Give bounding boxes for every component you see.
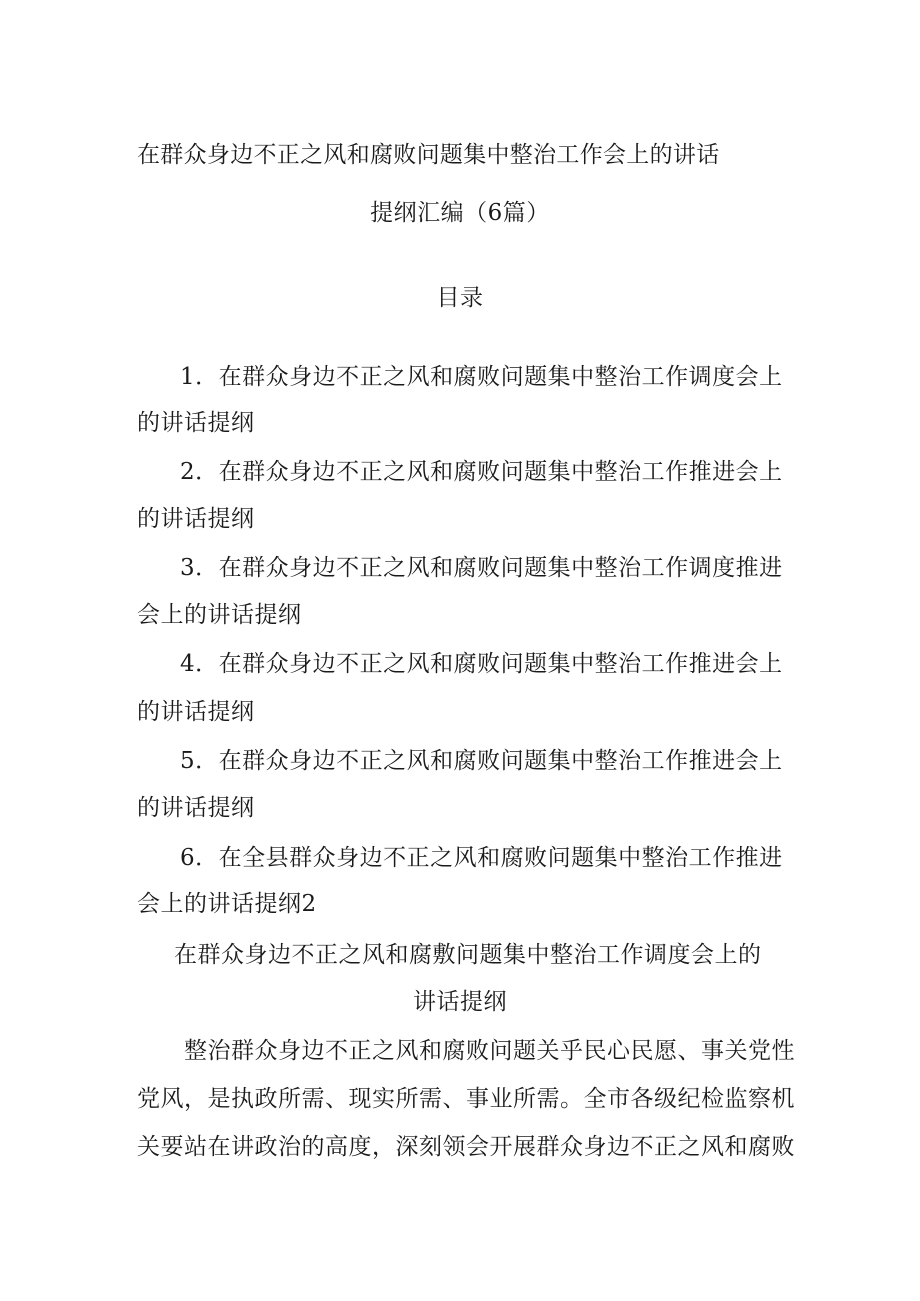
body-line-2: 党风，是执政所需、现实所需、事业所需。全市各级纪检监察机 — [137, 1086, 795, 1112]
toc-item-2-cont: 的讲话提纲 — [137, 506, 255, 532]
toc-item-3-cont: 会上的讲话提纲 — [137, 602, 302, 628]
toc-item-1-cont: 的讲话提纲 — [137, 410, 255, 436]
toc-item-4-cont: 的讲话提纲 — [137, 699, 255, 725]
document-title-line-1: 在群众身边不正之风和腐败问题集中整治工作会上的讲话 — [137, 142, 720, 168]
toc-item-3: 3．在群众身边不正之风和腐败问题集中整治工作调度推进 — [180, 555, 783, 581]
section-title-line-1: 在群众身边不正之风和腐敷问题集中整治工作调度会上的 — [174, 942, 762, 968]
toc-item-6-cont: 会上的讲话提纲2 — [137, 891, 317, 917]
toc-item-6: 6．在全县群众身边不正之风和腐败问题集中整治工作推进 — [180, 845, 783, 871]
body-line-1: 整治群众身边不正之风和腐败问题关乎民心民愿、事关党性 — [184, 1038, 795, 1064]
toc-item-4: 4．在群众身边不正之风和腐败问题集中整治工作推进会上 — [180, 651, 783, 677]
document-title-line-2: 提纲汇编（6篇） — [370, 200, 550, 226]
toc-item-1: 1．在群众身边不正之风和腐败问题集中整治工作调度会上 — [180, 364, 783, 390]
body-line-3: 关要站在讲政治的高度，深刻领会开展群众身边不正之风和腐败 — [137, 1134, 795, 1160]
toc-item-5-cont: 的讲话提纲 — [137, 795, 255, 821]
section-title-line-2: 讲话提纲 — [413, 989, 507, 1015]
toc-item-2: 2．在群众身边不正之风和腐败问题集中整治工作推进会上 — [180, 459, 783, 485]
toc-item-5: 5．在群众身边不正之风和腐败问题集中整治工作推进会上 — [180, 748, 783, 774]
toc-heading: 目录 — [436, 285, 484, 311]
